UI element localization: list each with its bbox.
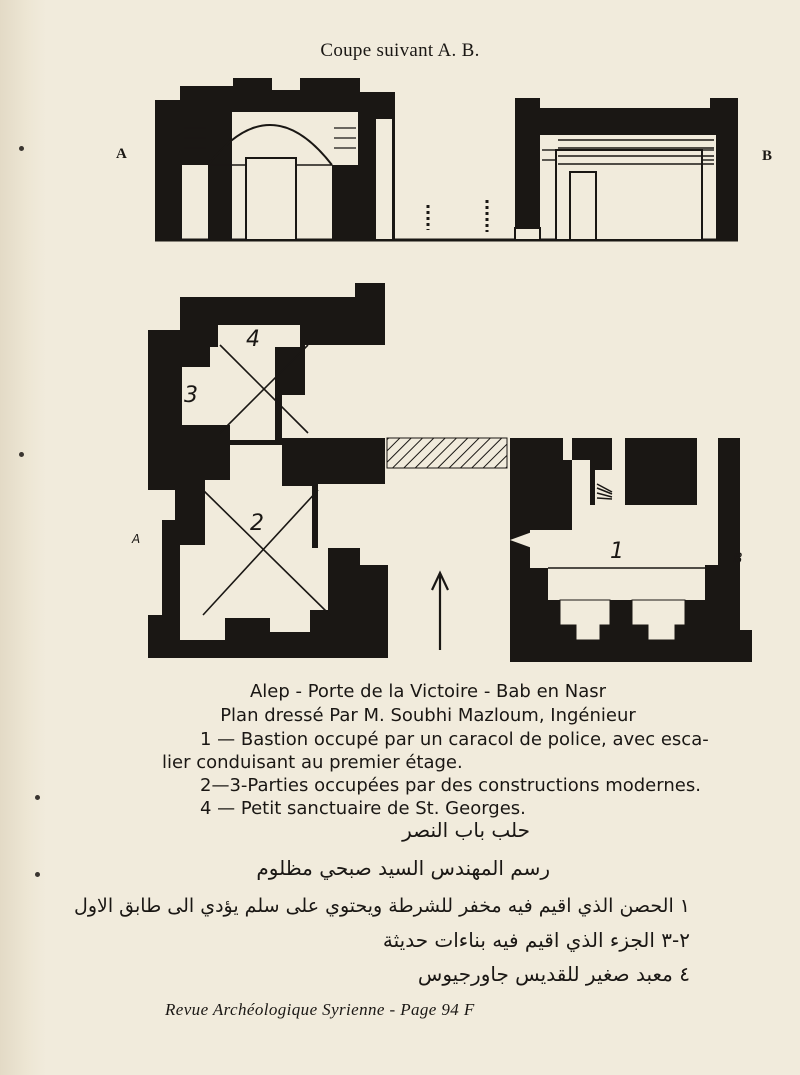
doorway	[246, 158, 296, 240]
caption-item-2: 2—3-Parties occupées par des constructions modernes.	[200, 775, 701, 796]
caption-item-3: 4 — Petit sanctuaire de St. Georges.	[200, 798, 526, 819]
right-doorway	[570, 172, 596, 240]
room-label-4: 4	[246, 327, 260, 352]
caption-title: Alep - Porte de la Victoire - Bab en Nasr	[249, 681, 607, 702]
plan-point-a: A	[132, 532, 141, 546]
ledge	[515, 228, 540, 240]
hatched-passage	[387, 438, 507, 468]
plan-point-b: B	[733, 551, 743, 567]
section-title: Coupe suivant A. B.	[320, 40, 480, 61]
page-footer: Revue Archéologique Syrienne - Page 94 F	[165, 1000, 475, 1019]
arabic-item-1: ١ الحصن الذي اقيم فيه مخفر للشرطة ويحتوي على سلم يؤدي الى طابق الاول	[74, 895, 690, 917]
floor-plan	[148, 283, 752, 662]
caption-item-1b: lier conduisant au premier étage.	[162, 752, 463, 773]
section-label-a: A	[116, 146, 127, 162]
section-label-b: B	[762, 148, 773, 164]
arabic-subtitle: رسم المهندس السيد صبحي مظلوم	[256, 856, 550, 880]
arabic-item-3: ٤ معبد صغير للقديس جاورجيوس	[417, 962, 690, 986]
right-pier	[375, 118, 393, 240]
room-label-2: 2	[250, 511, 264, 536]
left-tower-plan	[148, 283, 388, 658]
vault-wall	[332, 112, 360, 240]
right-tower-plan	[510, 438, 752, 662]
room-label-3: 3	[184, 383, 198, 408]
arabic-title: حلب باب النصر	[402, 818, 530, 842]
arabic-item-2: ٢-٣ الجزء الذي اقيم فيه بناءات حديثة	[382, 928, 690, 952]
vault-wall	[182, 112, 232, 240]
caption-item-1a: 1 — Bastion occupé par un caracol de police, avec esca-	[200, 729, 709, 750]
caption-author: Plan dressé Par M. Soubhi Mazloum, Ingénieur	[220, 705, 636, 726]
cross-section	[155, 78, 738, 240]
room-label-1: 1	[610, 539, 624, 564]
